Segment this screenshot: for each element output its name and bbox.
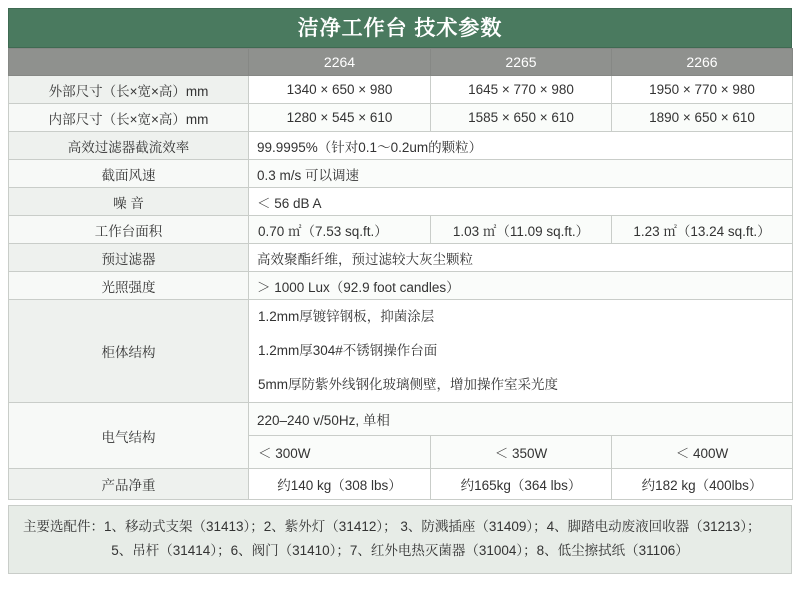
cell-net-weight-2264: 约140 kg（308 lbs） [249,469,431,500]
table-header-row [9,49,793,76]
spec-table [8,48,793,500]
cell-net-weight-2265: 约165kg（364 lbs） [431,469,612,500]
cell-internal-size-2264: 1280 × 545 × 610 [249,104,431,132]
row-label-cabinet-structure: 柜体结构 [9,300,249,403]
cabinet-structure-line-2: 1.2mm厚304#不锈钢操作台面 [258,343,438,358]
row-label-internal-size: 内部尺寸（长×宽×高）mm [9,104,249,132]
cell-electrical-power-2264: ＜ 300W [249,436,431,469]
row-label-air-velocity: 截面风速 [9,160,249,188]
row-label-electrical: 电气结构 [9,403,249,469]
footer-line-2: 5、吊杆（31414）；6、阀门（31410）；7、红外电热灭菌器（31004）；8、低尘擦拭纸（31106） [111,543,689,558]
cell-electrical-power-2266: ＜ 400W [612,436,793,469]
cell-net-weight-2266: 约182 kg（400lbs） [612,469,793,500]
cell-work-area-2266: 1.23 ㎡（13.24 sq.ft.） [612,216,793,244]
cell-external-size-2264: 1340 × 650 × 980 [249,76,431,104]
table-row [9,469,793,500]
page-title: 洁净工作台 技术参数 [8,8,792,48]
row-label-noise: 噪 音 [9,188,249,216]
table-row [9,403,793,436]
table-row [9,188,793,216]
footer-line-1: 主要选配件：1、移动式支架（31413）；2、紫外灯（31412）； 3、防溅插座（31409）；4、脚踏电动废液回收器（31213）； [23,519,761,534]
table-row [9,132,793,160]
table-row [9,104,793,132]
cabinet-structure-line-3: 5mm厚防紫外线钢化玻璃侧壁，增加操作室采光度 [258,377,558,392]
cell-work-area-2265: 1.03 ㎡（11.09 sq.ft.） [431,216,612,244]
header-cell-model-2266: 2266 [612,49,793,76]
cell-noise: ＜ 56 dB A [249,188,793,216]
cell-external-size-2266: 1950 × 770 × 980 [612,76,793,104]
table-row [9,160,793,188]
cell-external-size-2265: 1645 × 770 × 980 [431,76,612,104]
table-row [9,244,793,272]
cell-air-velocity: 0.3 m/s 可以调速 [249,160,793,188]
cell-electrical-supply: 220–240 v/50Hz, 单相 [249,403,793,436]
cell-illumination: ＞ 1000 Lux（92.9 foot candles） [249,272,793,300]
cell-internal-size-2266: 1890 × 650 × 610 [612,104,793,132]
header-cell-blank [9,49,249,76]
table-row [9,300,793,403]
header-cell-model-2265: 2265 [431,49,612,76]
header-cell-model-2264: 2264 [249,49,431,76]
table-row [9,272,793,300]
table-row [9,76,793,104]
row-label-illumination: 光照强度 [9,272,249,300]
cell-internal-size-2265: 1585 × 650 × 610 [431,104,612,132]
row-label-work-area: 工作台面积 [9,216,249,244]
cabinet-structure-line-1: 1.2mm厚镀锌钢板，抑菌涂层 [258,309,435,324]
table-row [9,216,793,244]
cell-pre-filter: 高效聚酯纤维，预过滤较大灰尘颗粒 [249,244,793,272]
cell-filter-efficiency: 99.9995%（针对0.1～0.2um的颗粒） [249,132,793,160]
row-label-external-size: 外部尺寸（长×宽×高）mm [9,76,249,104]
row-label-filter-efficiency: 高效过滤器截流效率 [9,132,249,160]
row-label-net-weight: 产品净重 [9,469,249,500]
row-label-pre-filter: 预过滤器 [9,244,249,272]
cell-cabinet-structure [249,300,793,403]
cell-work-area-2264: 0.70 ㎡（7.53 sq.ft.） [249,216,431,244]
footer-accessories [8,505,792,574]
cell-electrical-power-2265: ＜ 350W [431,436,612,469]
